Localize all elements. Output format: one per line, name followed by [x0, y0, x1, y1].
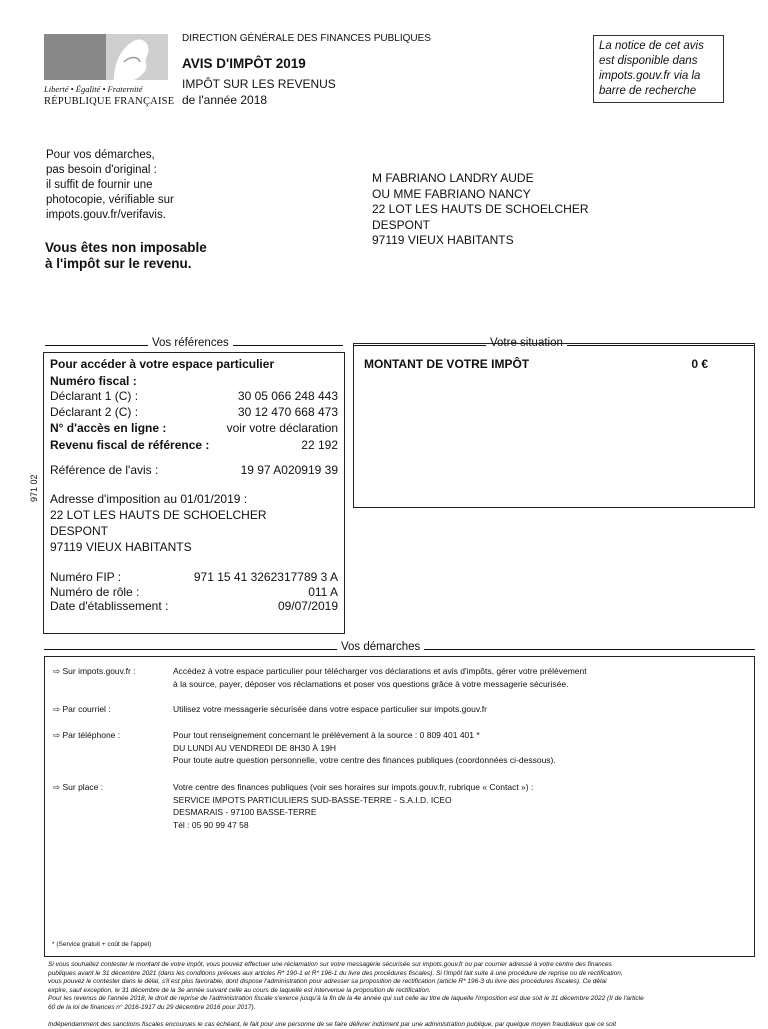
demarche-line: DESMARAIS - 97100 BASSE-TERRE: [173, 806, 733, 819]
demarche-text: [173, 781, 733, 831]
ref-avis-value: 19 97 A020919 39: [241, 463, 338, 477]
declarant2-value: 30 12 470 668 473: [238, 405, 338, 419]
legal-notice: [48, 961, 724, 1029]
role-row: [50, 585, 338, 599]
recipient-line: OU MME FABRIANO NANCY: [372, 187, 589, 203]
situation-legend: Votre situation: [486, 337, 567, 349]
marianne-logo: [44, 32, 168, 116]
declarant2-label: Déclarant 2 (C) :: [50, 405, 138, 419]
notice-line: est disponible dans: [599, 54, 718, 69]
notice-line: impots.gouv.fr via la: [599, 69, 718, 84]
acces-value: voir votre déclaration: [227, 421, 338, 435]
demarche-label: ⇨ Sur place :: [53, 781, 173, 794]
intro-line: photocopie, vérifiable sur: [46, 193, 188, 208]
declarant1-value: 30 05 066 248 443: [238, 389, 338, 403]
situation-box: [353, 343, 755, 508]
phone-footnote: * (Service gratuit + coût de l'appel): [52, 941, 151, 948]
recipient-line: 22 LOT LES HAUTS DE SCHOELCHER: [372, 202, 589, 218]
notice-box: [593, 35, 724, 103]
adresse-label: Adresse d'imposition au 01/01/2019 :: [50, 492, 247, 506]
acces-label: N° d'accès en ligne :: [50, 421, 166, 435]
notice-line: barre de recherche: [599, 84, 718, 99]
role-value: 011 A: [308, 585, 338, 599]
references-box: [43, 352, 345, 634]
demarche-line: DU LUNDI AU VENDREDI DE 8H30 À 19H: [173, 742, 733, 755]
numero-fiscal-label: Numéro fiscal :: [50, 374, 137, 388]
intro-line: pas besoin d'original :: [46, 163, 188, 178]
ref-avis-label: Référence de l'avis :: [50, 463, 158, 477]
demarche-line: SERVICE IMPOTS PARTICULIERS SUD-BASSE-TERRE - S.A.I.D. ICEO: [173, 794, 733, 807]
demarches-legend: Vos démarches: [337, 641, 424, 653]
demarches-box: [44, 656, 755, 957]
document-year: de l'année 2018: [182, 93, 267, 107]
demarche-line: Pour tout renseignement concernant le prélèvement à la source : 0 809 401 401 *: [173, 729, 733, 742]
legal-line: 60 de la loi de finances n° 2016-1917 du 29 décembre 2016 pour 2017).: [48, 1004, 724, 1013]
declarant1-label: Déclarant 1 (C) :: [50, 389, 138, 403]
espace-heading: Pour accéder à votre espace particulier: [50, 357, 274, 371]
legal-line: Pour les revenus de l'année 2018, le droit de reprise de l'administration fiscale s'exerce jusqu'à la fin de la 4e année qui suit celle au titre de laquelle l'imposition est due soit le 31 décembre 2022 (II de l'article: [48, 995, 724, 1004]
direction-title: DIRECTION GÉNÉRALE DES FINANCES PUBLIQUES: [182, 33, 431, 44]
adresse-line: DESPONT: [50, 524, 108, 538]
document-title: AVIS D'IMPÔT 2019: [182, 56, 306, 71]
declarant1-row: [50, 389, 338, 403]
references-legend: Vos références: [148, 337, 233, 349]
fip-label: Numéro FIP :: [50, 570, 121, 584]
demarche-line: Tél : 05 90 99 47 58: [173, 819, 733, 832]
legal-line: Si vous souhaitez contester le montant de votre impôt, vous pouvez effectuer une réclamation sur votre messagerie sécurisée sur impots.gouv.fr ou par courrier adressé à votre centre des finances: [48, 961, 724, 970]
date-row: [50, 599, 338, 613]
legal-line: Indépendamment des sanctions fiscales encourues le cas échéant, le fait pour une personne de se faire délivrer indûment par une administration publique, par quelque moyen frauduleux que ce soit: [48, 1021, 724, 1029]
fip-row: [50, 570, 338, 584]
fip-value: 971 15 41 3262317789 3 A: [194, 570, 338, 584]
demarche-line: Utilisez votre messagerie sécurisée dans votre espace particulier sur impots.gouv.fr: [173, 703, 733, 716]
legal-line: expire, sauf exception, le 31 décembre de la 3e année suivant celle au cours de laquelle est intervenue la proposition de rectification.: [48, 987, 724, 996]
document-subtitle: IMPÔT SUR LES REVENUS: [182, 77, 336, 91]
intro-line: Pour vos démarches,: [46, 148, 188, 163]
date-label: Date d'établissement :: [50, 599, 168, 613]
adresse-line: 97119 VIEUX HABITANTS: [50, 540, 192, 554]
intro-text: [46, 148, 188, 223]
intro-line: impots.gouv.fr/verifavis.: [46, 208, 188, 223]
rfr-value: 22 192: [301, 438, 338, 452]
demarche-line: Pour toute autre question personnelle, votre centre des finances publiques (coordonnées ci-dessous).: [173, 754, 733, 767]
date-value: 09/07/2019: [278, 599, 338, 613]
republic-name: RÉPUBLIQUE FRANÇAISE: [44, 96, 170, 107]
declarant2-row: [50, 405, 338, 419]
tax-status: [45, 240, 265, 272]
rfr-label: Revenu fiscal de référence :: [50, 438, 209, 452]
tax-status-line: Vous êtes non imposable: [45, 240, 265, 256]
demarche-text: [173, 703, 733, 716]
role-label: Numéro de rôle :: [50, 585, 139, 599]
marianne-emblem: [44, 32, 168, 82]
recipient-line: DESPONT: [372, 218, 589, 234]
demarche-label: ⇨ Par courriel :: [53, 703, 173, 716]
demarche-line: Accédez à votre espace particulier pour télécharger vos déclarations et avis d'impôts, gérer votre prélèvement: [173, 665, 733, 678]
montant-value: 0 €: [691, 357, 708, 371]
legal-line: [48, 1012, 724, 1021]
rfr-row: [50, 438, 338, 452]
demarche-label: ⇨ Sur impots.gouv.fr :: [53, 665, 173, 678]
notice-line: La notice de cet avis: [599, 39, 718, 54]
ref-avis-row: [50, 463, 338, 477]
recipient-line: 97119 VIEUX HABITANTS: [372, 233, 589, 249]
demarche-text: [173, 729, 733, 767]
demarche-line: Votre centre des finances publiques (voir ses horaires sur impots.gouv.fr, rubrique « Contact ») :: [173, 781, 733, 794]
tax-status-line: à l'impôt sur le revenu.: [45, 256, 265, 272]
acces-row: [50, 421, 338, 435]
side-code: 971 02: [29, 474, 39, 502]
demarche-text: [173, 665, 733, 690]
republic-motto: Liberté • Égalité • Fraternité: [44, 84, 170, 94]
demarche-label: ⇨ Par téléphone :: [53, 729, 173, 742]
intro-line: il suffit de fournir une: [46, 178, 188, 193]
adresse-line: 22 LOT LES HAUTS DE SCHOELCHER: [50, 508, 267, 522]
montant-label: MONTANT DE VOTRE IMPÔT: [364, 357, 529, 371]
recipient-address: [372, 171, 589, 249]
demarche-line: à la source, payer, déposer vos réclamations et poser vos questions grâce à votre messagerie sécurisée.: [173, 678, 733, 691]
recipient-line: M FABRIANO LANDRY AUDE: [372, 171, 589, 187]
legal-line: publiques avant le 31 décembre 2021 (dans les conditions prévues aux articles R* 190-1 et R* 196-1 du livre des procédures fiscales). Si l'impôt fait suite à une procédure de reprise ou de rectification,: [48, 970, 724, 979]
legal-line: vous pouvez le contester dans le délai, s'il est plus favorable, dont dispose l'administration pour adresser sa proposition de rectification (article R* 196-3 du livre des procédures fiscales). Ce délai: [48, 978, 724, 987]
